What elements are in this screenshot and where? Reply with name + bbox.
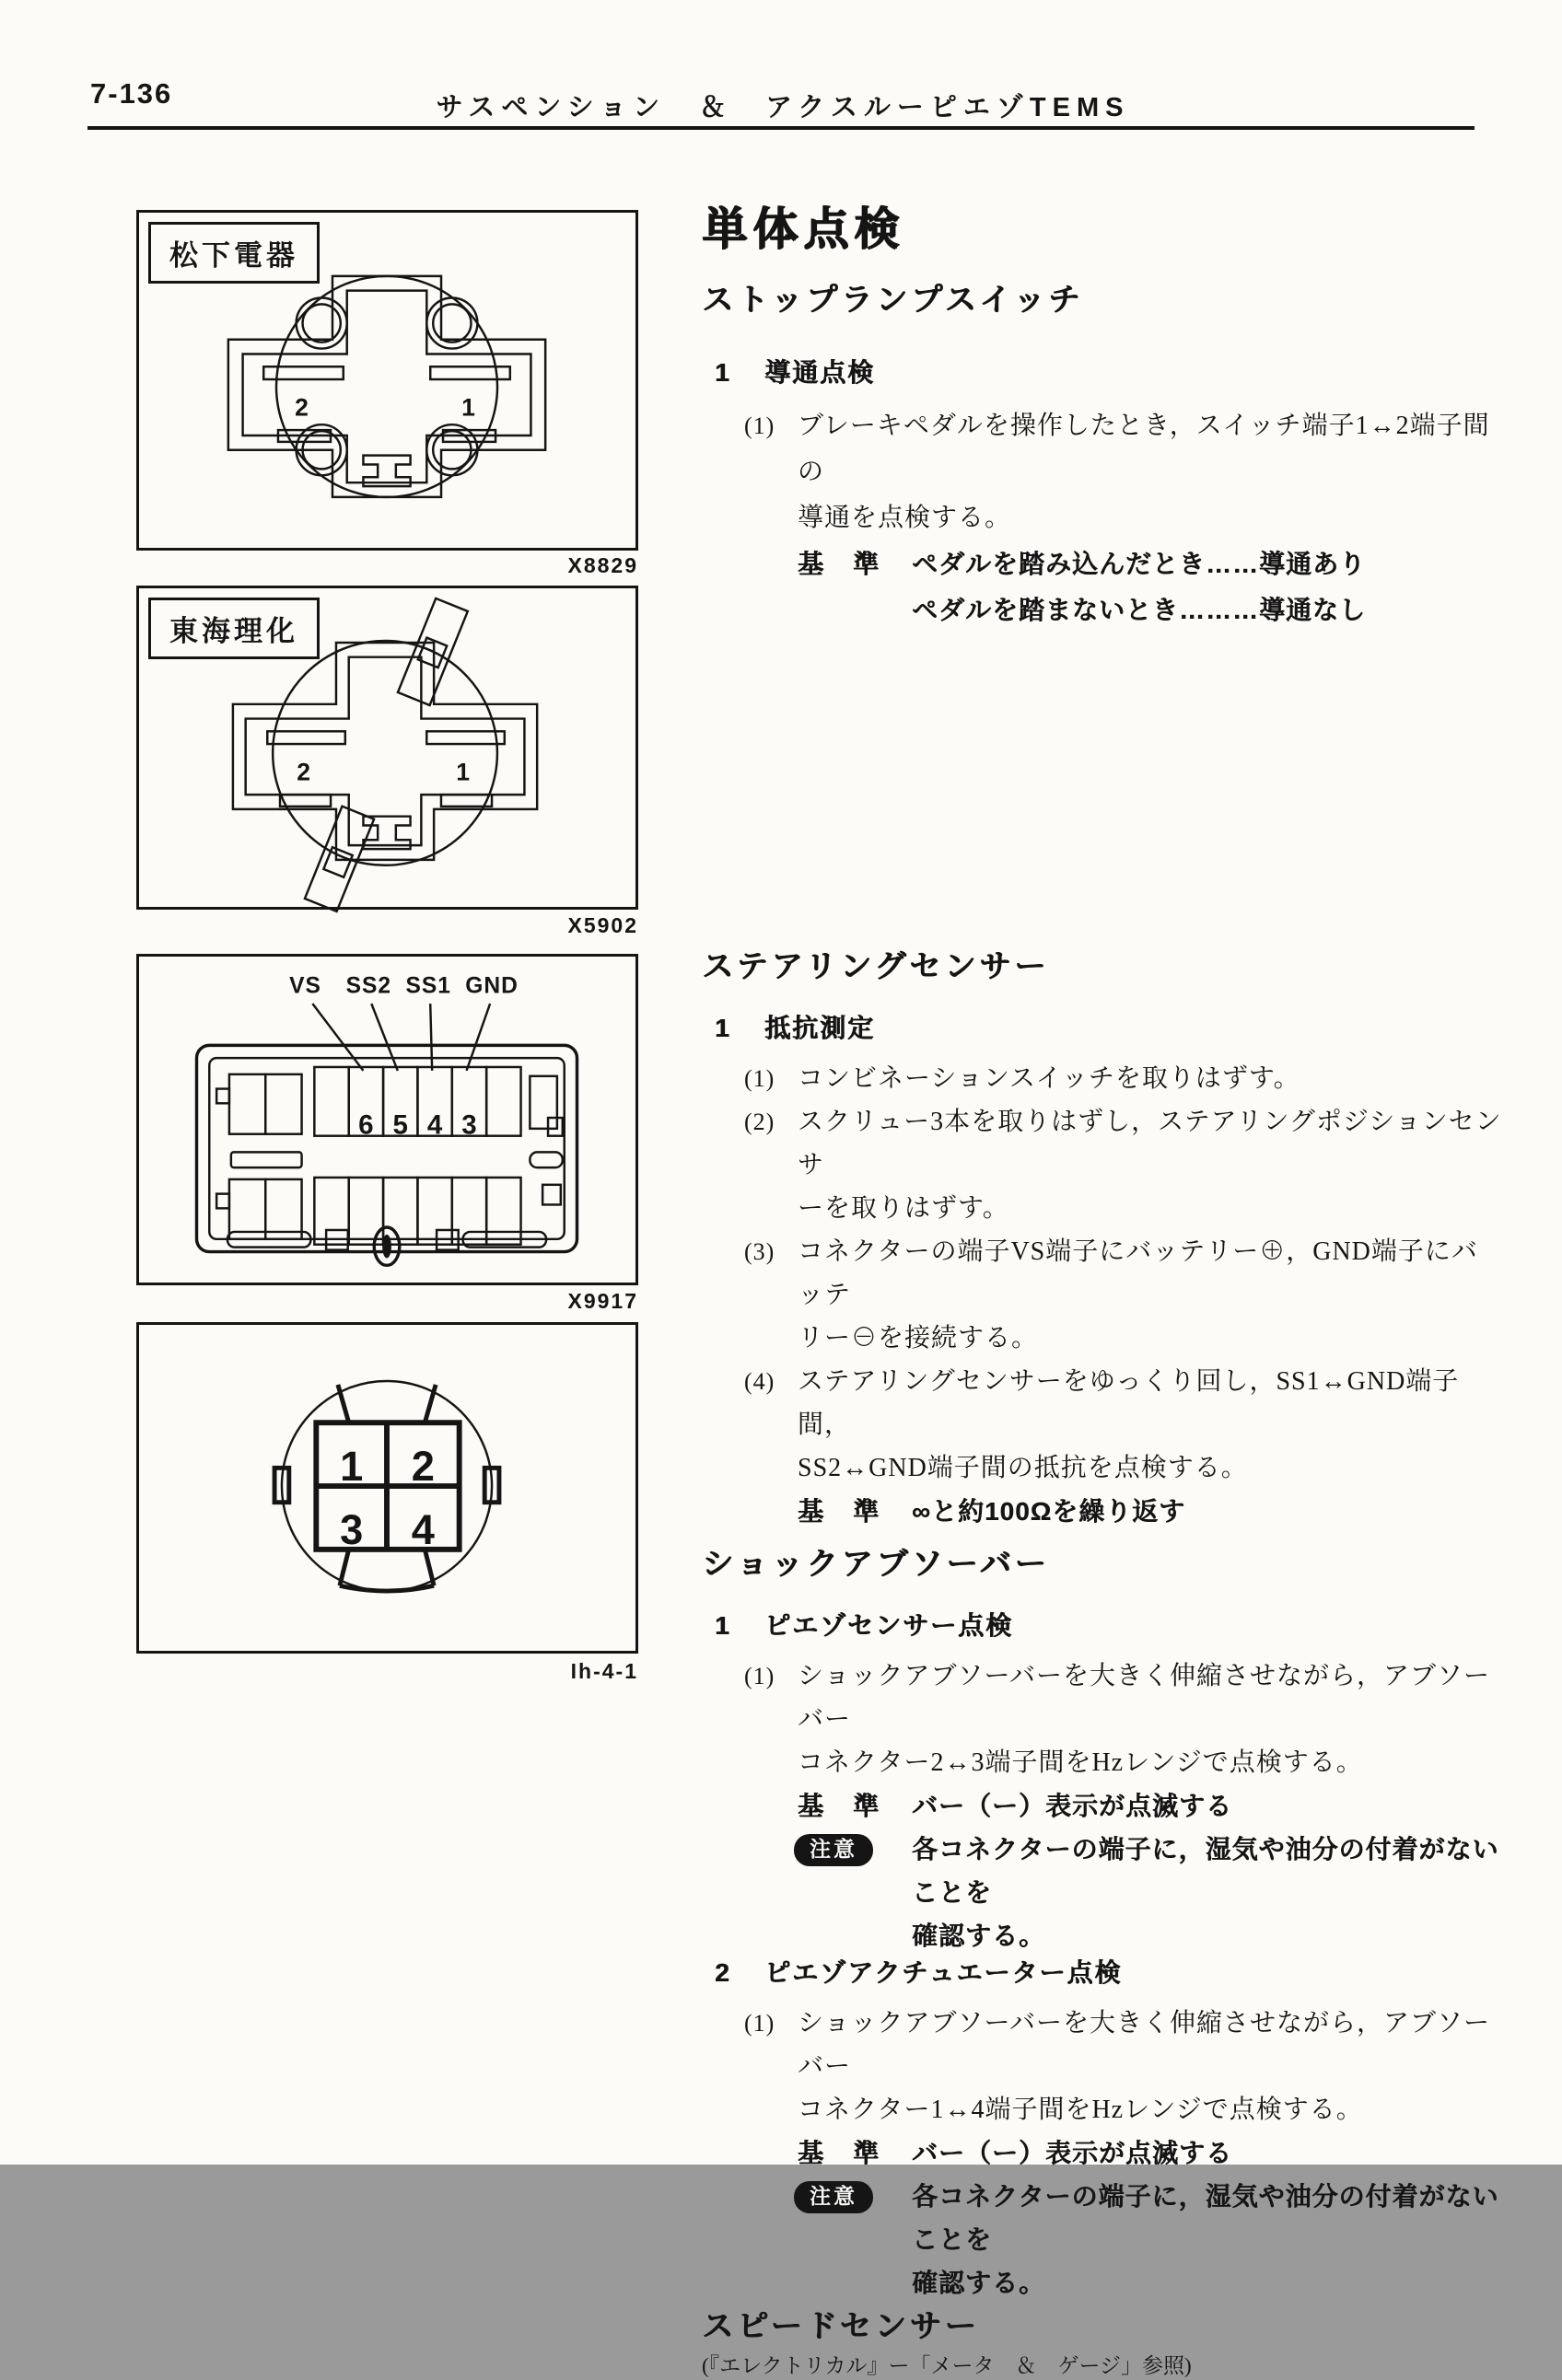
step-number: (2) — [744, 1109, 775, 1135]
step-text: ショックアブソーバーを大きく伸縮させながら，アブソーバー — [798, 1662, 1491, 1734]
pin-label-3: 3 — [340, 1505, 364, 1553]
standard-label: 基 準 — [798, 1792, 881, 1820]
pin-label-1: 1 — [456, 758, 470, 786]
connector-outline — [228, 276, 545, 497]
chapter-title: サスペンション ＆ アクスルーピエゾTEMS — [436, 93, 1130, 122]
step-text: コネクターの端子VS端子にバッテリー⊕，GND端子にバッテ — [798, 1237, 1478, 1309]
pin-label-6: 6 — [358, 1109, 374, 1141]
pin-label-2: 2 — [295, 393, 309, 422]
subheading-piezo-sensor-check — [702, 1610, 1503, 1642]
step-line-continued: リー⊖を接続する。 — [798, 1324, 1039, 1353]
figure-code: X8829 — [567, 553, 638, 577]
caution-text: 各コネクターの端子に，湿気や油分の付着がないことを — [912, 1835, 1499, 1907]
maker-label: 松下電器 — [148, 222, 320, 284]
step-line — [702, 1057, 1503, 1100]
step-line-continued: SS2↔GND端子間の抵抗を点検する。 — [798, 1454, 1248, 1482]
connector-outline — [274, 1381, 499, 1591]
housing-bottom-details — [227, 1227, 546, 1265]
figure-code: Ih-4-1 — [570, 1659, 638, 1683]
standard-label: 基 準 — [798, 550, 881, 578]
connector-diagram-steering — [139, 957, 635, 1283]
figure-stop-lamp-switch-matsushita — [136, 210, 638, 551]
step-number: (1) — [744, 1663, 775, 1689]
heading-steering-sensor: ステアリングセンサー — [702, 949, 1050, 984]
figure-code: X9917 — [567, 1289, 638, 1313]
subheading-number: 1 — [715, 1611, 731, 1640]
maker-label: 東海理化 — [148, 598, 320, 659]
step-number: (1) — [744, 2010, 775, 2037]
step-line — [702, 1654, 1503, 1741]
step-text: ステアリングセンサーをゆっくり回し，SS1↔GND端子間， — [798, 1367, 1460, 1439]
step-line — [702, 1360, 1503, 1446]
standard-row — [702, 1784, 1503, 1828]
pin-label-4: 4 — [426, 1109, 443, 1141]
subheading-text: ピエゾセンサー点検 — [764, 1611, 1014, 1640]
standard-value: ペダルを踏み込んだとき……導通あり — [912, 550, 1367, 578]
section-stop-lamp-switch — [702, 204, 1503, 633]
step-line — [702, 1230, 1503, 1317]
page-main-title: 単体点検 — [702, 204, 905, 254]
page-number: 7-136 — [90, 77, 173, 110]
terminal-slots — [267, 731, 505, 849]
subheading-number: 1 — [715, 358, 731, 387]
step-line-continued: ーを取りはずす。 — [798, 1194, 1009, 1223]
terminal-cells — [229, 1067, 563, 1245]
header-rule — [87, 126, 1475, 130]
subheading-continuity-check — [702, 357, 1503, 389]
caution-text-continued: 確認する。 — [912, 2269, 1046, 2297]
section-lower-text — [702, 948, 1503, 2380]
pin-label-3: 3 — [461, 1109, 477, 1141]
standard-value-continued: ペダルを踏まないとき………導通なし — [912, 596, 1367, 624]
standard-row — [702, 541, 1503, 587]
terminal-label-gnd: GND — [465, 973, 519, 999]
figure-code: X5902 — [567, 913, 638, 937]
heading-stop-lamp-switch: ストップランプスイッチ — [702, 283, 1084, 318]
standard-label: 基 準 — [798, 1497, 881, 1526]
pin-label-1: 1 — [340, 1443, 364, 1491]
subheading-resistance-measure — [702, 1013, 1503, 1044]
step-number: (1) — [744, 1065, 775, 1092]
step-line — [702, 2002, 1503, 2088]
caution-text-continued: 確認する。 — [912, 1921, 1046, 1950]
step-text: ブレーキペダルを操作したとき，スイッチ端子1↔2端子間の — [798, 412, 1490, 486]
pin-label-5: 5 — [392, 1109, 408, 1141]
leader-lines — [312, 1004, 490, 1071]
caution-text: 各コネクターの端子に，湿気や油分の付着がないことを — [912, 2182, 1499, 2254]
standard-value: バー（ー）表示が点滅する — [912, 2139, 1233, 2167]
terminal-slots — [263, 366, 510, 486]
step-number: (3) — [744, 1238, 775, 1265]
subheading-text: 抵抗測定 — [764, 1014, 876, 1042]
connector-diagram-shock — [139, 1325, 635, 1651]
standard-row — [702, 2131, 1503, 2175]
caution-row — [702, 1828, 1503, 1914]
heading-speed-sensor: スピードセンサー — [702, 2309, 980, 2344]
step-text: スクリュー3本を取りはずし，ステアリングポジションセンサ — [798, 1108, 1502, 1179]
standard-value: バー（ー）表示が点滅する — [912, 1792, 1233, 1820]
step-line-continued: 導通を点検する。 — [798, 504, 1012, 532]
subheading-number: 1 — [715, 1014, 731, 1042]
figure-stop-lamp-switch-tokai-rika — [136, 586, 638, 910]
step-line-continued: コネクター1↔4端子間をHzレンジで点検する。 — [798, 2096, 1363, 2124]
standard-value: ∞と約100Ωを繰り返す — [912, 1497, 1186, 1526]
subheading-piezo-actuator-check — [702, 1957, 1503, 1989]
pin-label-4: 4 — [411, 1505, 435, 1553]
figure-shock-absorber-connector — [136, 1322, 638, 1654]
step-number: (4) — [744, 1368, 775, 1395]
caution-row — [702, 2175, 1503, 2261]
caution-badge: 注意 — [794, 1834, 873, 1866]
step-text: コンビネーションスイッチを取りはずす。 — [798, 1064, 1300, 1093]
caution-badge: 注意 — [794, 2181, 873, 2213]
step-line — [702, 403, 1503, 495]
figure-steering-sensor-connector — [136, 954, 638, 1285]
terminal-label-vs: VS — [289, 973, 321, 999]
subheading-text: 導通点検 — [764, 358, 876, 387]
pin-label-2: 2 — [411, 1443, 435, 1491]
step-number: (1) — [744, 412, 775, 439]
pin-label-2: 2 — [297, 758, 310, 786]
standard-row — [702, 1490, 1503, 1533]
subheading-text: ピエゾアクチュエーター点検 — [764, 1958, 1123, 1987]
step-text: ショックアブソーバーを大きく伸縮させながら，アブソーバー — [798, 2009, 1491, 2081]
standard-label: 基 準 — [798, 2139, 881, 2167]
cross-reference-note: (『エレクトリカル』ー「メータ ＆ ゲージ」参照) — [702, 2354, 1192, 2377]
terminal-label-ss1: SS1 — [405, 973, 451, 999]
pin-label-1: 1 — [461, 393, 475, 422]
subheading-number: 2 — [715, 1958, 731, 1987]
step-line-continued: コネクター2↔3端子間をHzレンジで点検する。 — [798, 1748, 1363, 1777]
heading-shock-absorber: ショックアブソーバー — [702, 1547, 1050, 1582]
step-line — [702, 1100, 1503, 1187]
terminal-label-ss2: SS2 — [345, 973, 392, 999]
